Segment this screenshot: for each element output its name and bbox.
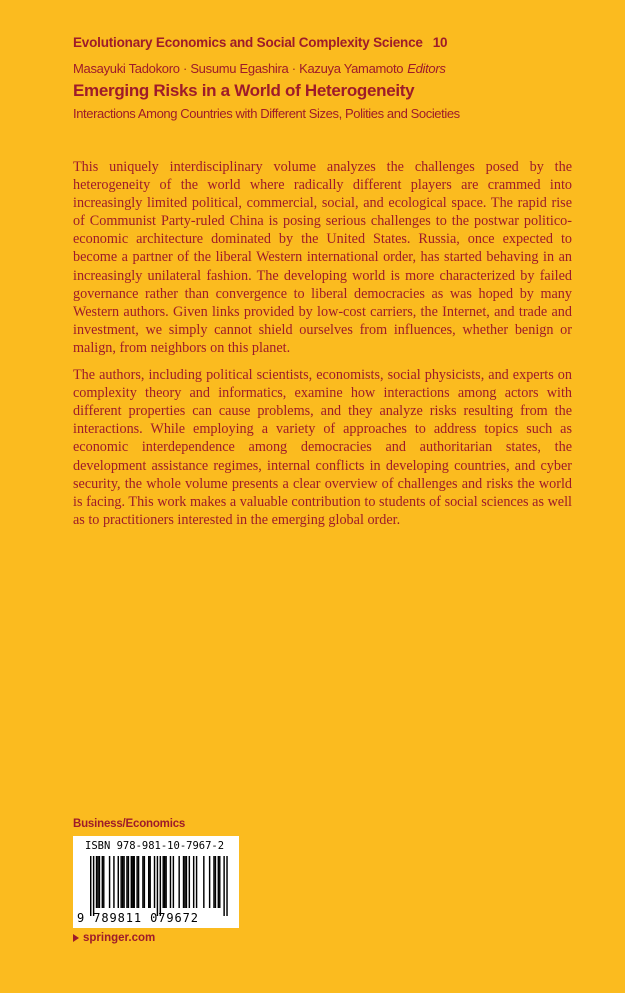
barcode-bar <box>178 856 179 908</box>
barcode-bar <box>96 856 97 908</box>
barcode-bar <box>113 856 114 908</box>
barcode-bar <box>218 856 219 908</box>
barcode-bar <box>183 856 184 908</box>
barcode-bar <box>209 856 210 908</box>
barcode-bar <box>136 856 137 908</box>
barcode-bar <box>165 856 166 908</box>
barcode-bar <box>128 856 129 908</box>
barcode-bar <box>103 856 104 908</box>
barcode-bar <box>118 856 119 908</box>
barcode-bar <box>120 856 121 908</box>
barcode-bar <box>90 856 91 916</box>
barcode-bar <box>184 856 185 908</box>
barcode-bar <box>144 856 145 908</box>
barcode-bar <box>223 856 224 916</box>
blurb-paragraph-2: The authors, including political scientists, economists, social physicists, and experts on complexity theory and informatics, examine how interactions among actors with different properties can cause problems, and they analyze risks resulting from the interactions. While employing a variety of approaches to address topics such as economic interdependence among democracies and authoritarian states, the development assistance regimes, internal conflicts in developing countries, and cyber security, the whole volume presents a clear overview of challenges and risks the world is facing. This work makes a valuable contribution to students of social sciences as well as to practitioners interested in the emerging global order. <box>73 367 572 528</box>
barcode-bar <box>99 856 100 908</box>
barcode-bar <box>109 856 110 908</box>
barcode-bar <box>132 856 133 908</box>
barcode-bar <box>193 856 194 908</box>
barcode-bar <box>170 856 171 908</box>
barcode-bar <box>122 856 123 908</box>
editors-line <box>73 61 446 76</box>
series-title-line <box>73 35 447 50</box>
editor-names: Masayuki Tadokoro · Susumu Egashira · Kazuya Yamamoto <box>73 61 404 76</box>
subject-category: Business/Economics <box>73 818 186 830</box>
barcode-bar <box>160 856 161 916</box>
series-title: Evolutionary Economics and Social Complexity Science <box>73 35 423 50</box>
blurb <box>73 158 572 529</box>
barcode-bar <box>93 856 94 916</box>
barcode-bar <box>154 856 155 908</box>
barcode-bar <box>215 856 216 908</box>
barcode-bar <box>219 856 220 908</box>
blurb-paragraph-1: This uniquely interdisciplinary volume analyzes the challenges posed by the heterogeneity of the world where radically different players are crammed into increasingly limited political, commercial, social, and ecological space. The rapid rise of Communist Party-ruled China is posing serious challenges to the postwar politico-economic architecture dominated by the United States. Russia, once expected to become a partner of the liberal Western international order, has started behaving in an increasingly unilateral fashion. The developing world is more characterized by failed governance rather than convergence to liberal democracies as was hoped by many Western authors. Given links provided by low-cost carriers, the Internet, and trade and investment, we simply cannot shield ourselves from influences, whether benign or malign, from neighbors on this planet. <box>73 159 572 356</box>
book-title: Emerging Risks in a World of Heterogeneity <box>73 81 415 100</box>
barcode-bar <box>213 856 214 908</box>
editors-role: Editors <box>407 61 446 76</box>
barcode-bar <box>157 856 158 916</box>
series-number: 10 <box>432 35 448 50</box>
barcode-bar <box>186 856 187 908</box>
barcode-bar <box>149 856 150 908</box>
book-subtitle: Interactions Among Countries with Different Sizes, Polities and Societies <box>73 106 460 121</box>
arrow-right-icon <box>73 934 79 942</box>
barcode-bar <box>97 856 98 908</box>
barcode-bar <box>226 856 227 916</box>
publisher-link-text: springer.com <box>83 932 156 944</box>
barcode-bar <box>173 856 174 908</box>
barcode-digits: 9 789811 079672 <box>77 911 199 925</box>
barcode-bar <box>131 856 132 908</box>
barcode-bar <box>134 856 135 908</box>
barcode-bar <box>148 856 149 908</box>
barcode-bar <box>189 856 190 908</box>
barcode-bar <box>142 856 143 908</box>
barcode-bar <box>138 856 139 908</box>
barcode-bar <box>164 856 165 908</box>
barcode-bar <box>203 856 204 908</box>
barcode-bar <box>123 856 124 908</box>
publisher-link[interactable] <box>73 932 155 944</box>
barcode-bar <box>102 856 103 908</box>
barcode-bar <box>196 856 197 908</box>
barcode-bar <box>163 856 164 908</box>
barcode-bar <box>126 856 127 908</box>
isbn-barcode <box>73 836 239 928</box>
isbn-label: ISBN 978-981-10-7967-2 <box>85 840 225 852</box>
